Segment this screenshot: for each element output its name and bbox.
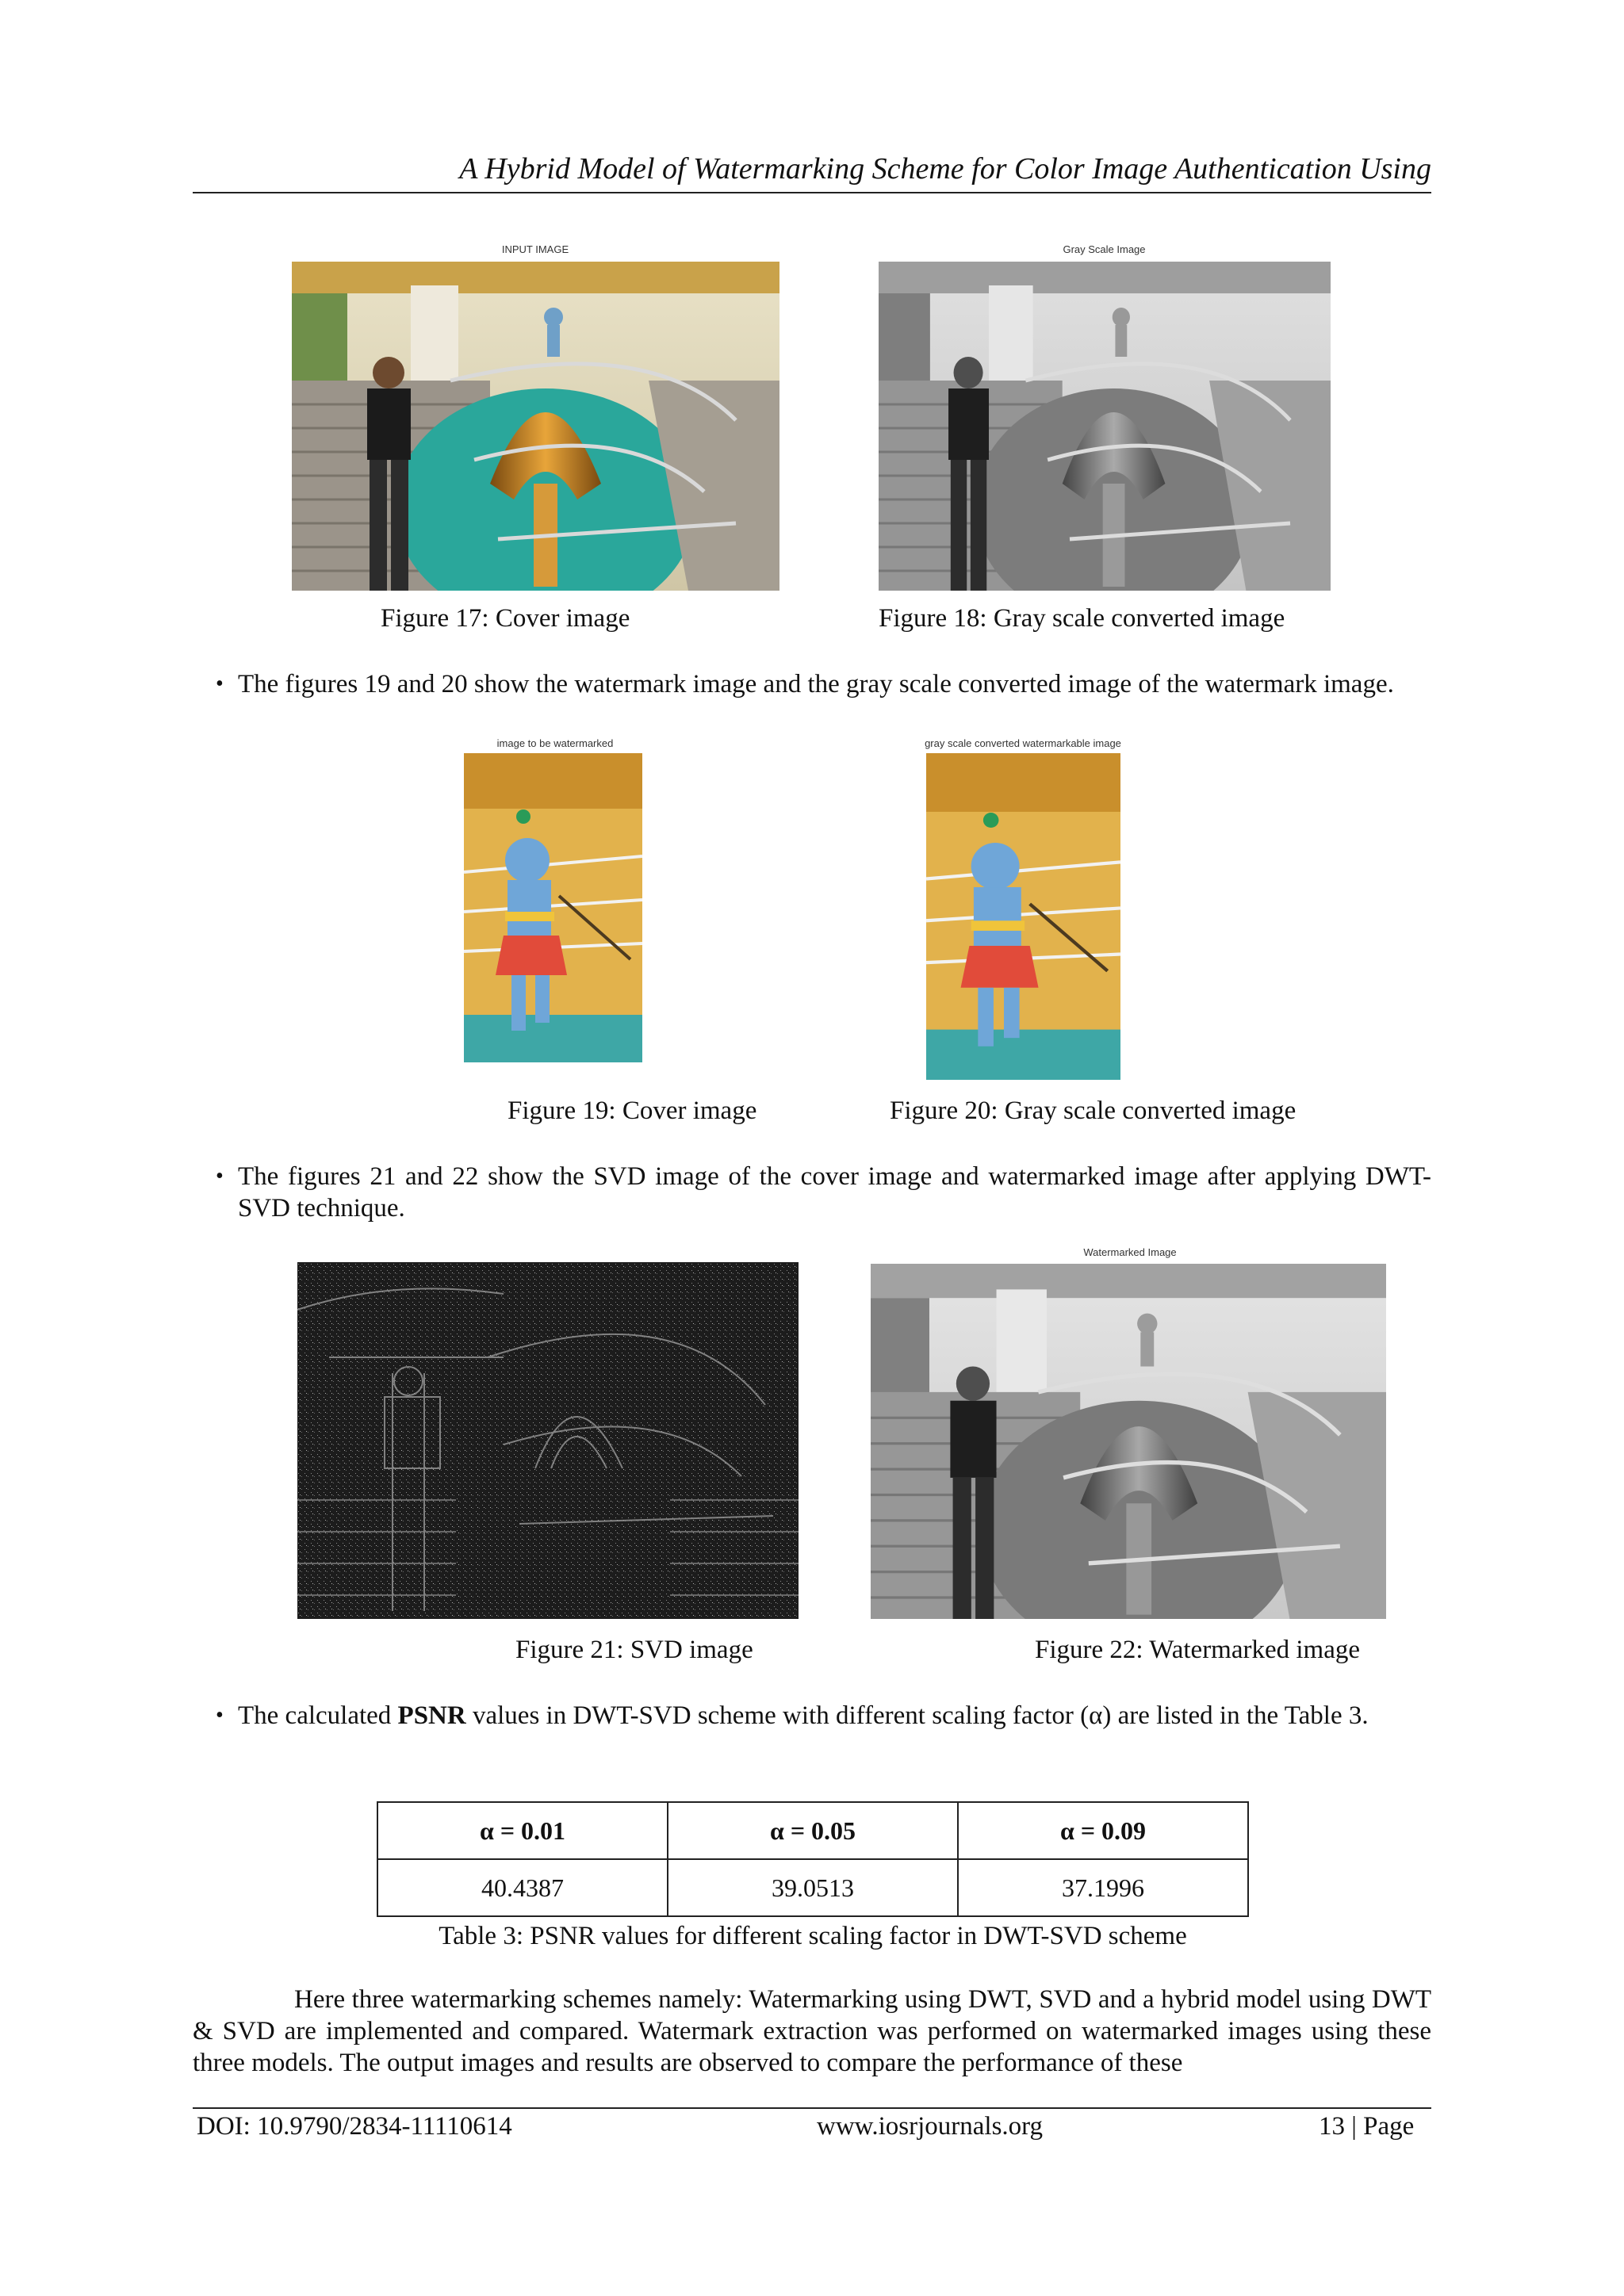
figure-22-caption: Figure 22: Watermarked image (1035, 1636, 1361, 1664)
table-3-caption: Table 3: PSNR values for different scaling factor in DWT-SVD scheme (439, 1922, 1187, 1950)
footer-site-link[interactable]: www.iosrjournals.org (817, 2112, 1044, 2141)
bullet-text-prefix: The calculated (238, 1701, 398, 1730)
figure-20-image (926, 753, 1120, 1080)
figure-21-image (297, 1262, 799, 1619)
figure-19-image-title: image to be watermarked (496, 737, 614, 749)
figure-17-image (292, 262, 779, 591)
bullet-marker: • (216, 1703, 224, 1728)
footer-rule (193, 2107, 1431, 2109)
figure-21-caption: Figure 21: SVD image (515, 1636, 753, 1664)
table-cell: 40.4387 (377, 1859, 668, 1916)
figure-17-caption: Figure 17: Cover image (381, 604, 630, 633)
table-header-cell: α = 0.09 (958, 1802, 1248, 1859)
bullet-text-suffix: values in DWT-SVD scheme with different scaling factor (α) are listed in the Table 3. (465, 1701, 1369, 1730)
figure-20-image-title: gray scale converted watermarkable image (925, 737, 1121, 749)
table-header-row (377, 1802, 1248, 1859)
psnr-table (377, 1801, 1249, 1917)
table-cell: 37.1996 (958, 1859, 1248, 1916)
table-row (377, 1859, 1248, 1916)
figure-18-image (879, 262, 1331, 591)
table-cell: 39.0513 (668, 1859, 958, 1916)
running-header: A Hybrid Model of Watermarking Scheme for Color Image Authentication Using (459, 152, 1431, 186)
bullet-svd-figures (216, 1161, 1431, 1224)
figure-18-caption: Figure 18: Gray scale converted image (879, 604, 1285, 633)
header-rule (193, 192, 1431, 193)
body-paragraph: Here three watermarking schemes namely: Watermarking using DWT, SVD and a hybrid model using DWT & SVD are implemented and compared. Watermark extraction was performed on watermarked images using these three models. The output images and results are observed to compare the performance of these (193, 1985, 1431, 2077)
figure-19-image (464, 753, 642, 1062)
figure-18-image-title: Gray Scale Image (1063, 243, 1146, 255)
figure-20-caption: Figure 20: Gray scale converted image (890, 1096, 1297, 1125)
bullet-marker: • (216, 672, 224, 696)
figure-22-image (871, 1264, 1386, 1619)
footer-page-number: 13 | Page (1319, 2112, 1415, 2141)
figure-17-image-title: INPUT IMAGE (501, 243, 569, 255)
bullet-text: The figures 21 and 22 show the SVD image of the cover image and watermarked image after applying DWT-SVD technique. (238, 1162, 1431, 1223)
bullet-psnr-table (216, 1700, 1431, 1732)
bullet-text: The figures 19 and 20 show the watermark image and the gray scale converted image of the watermark image. (238, 670, 1394, 698)
figure-22-image-title: Watermarked Image (1083, 1246, 1177, 1258)
figure-19-caption: Figure 19: Cover image (508, 1096, 757, 1125)
footer-doi: DOI: 10.9790/2834-11110614 (197, 2112, 512, 2141)
table-header-cell: α = 0.01 (377, 1802, 668, 1859)
bullet-text (238, 1700, 1431, 1732)
psnr-bold-term: PSNR (397, 1701, 466, 1730)
bullet-watermark-figures (216, 668, 1431, 700)
bullet-marker: • (216, 1164, 224, 1188)
table-header-cell: α = 0.05 (668, 1802, 958, 1859)
